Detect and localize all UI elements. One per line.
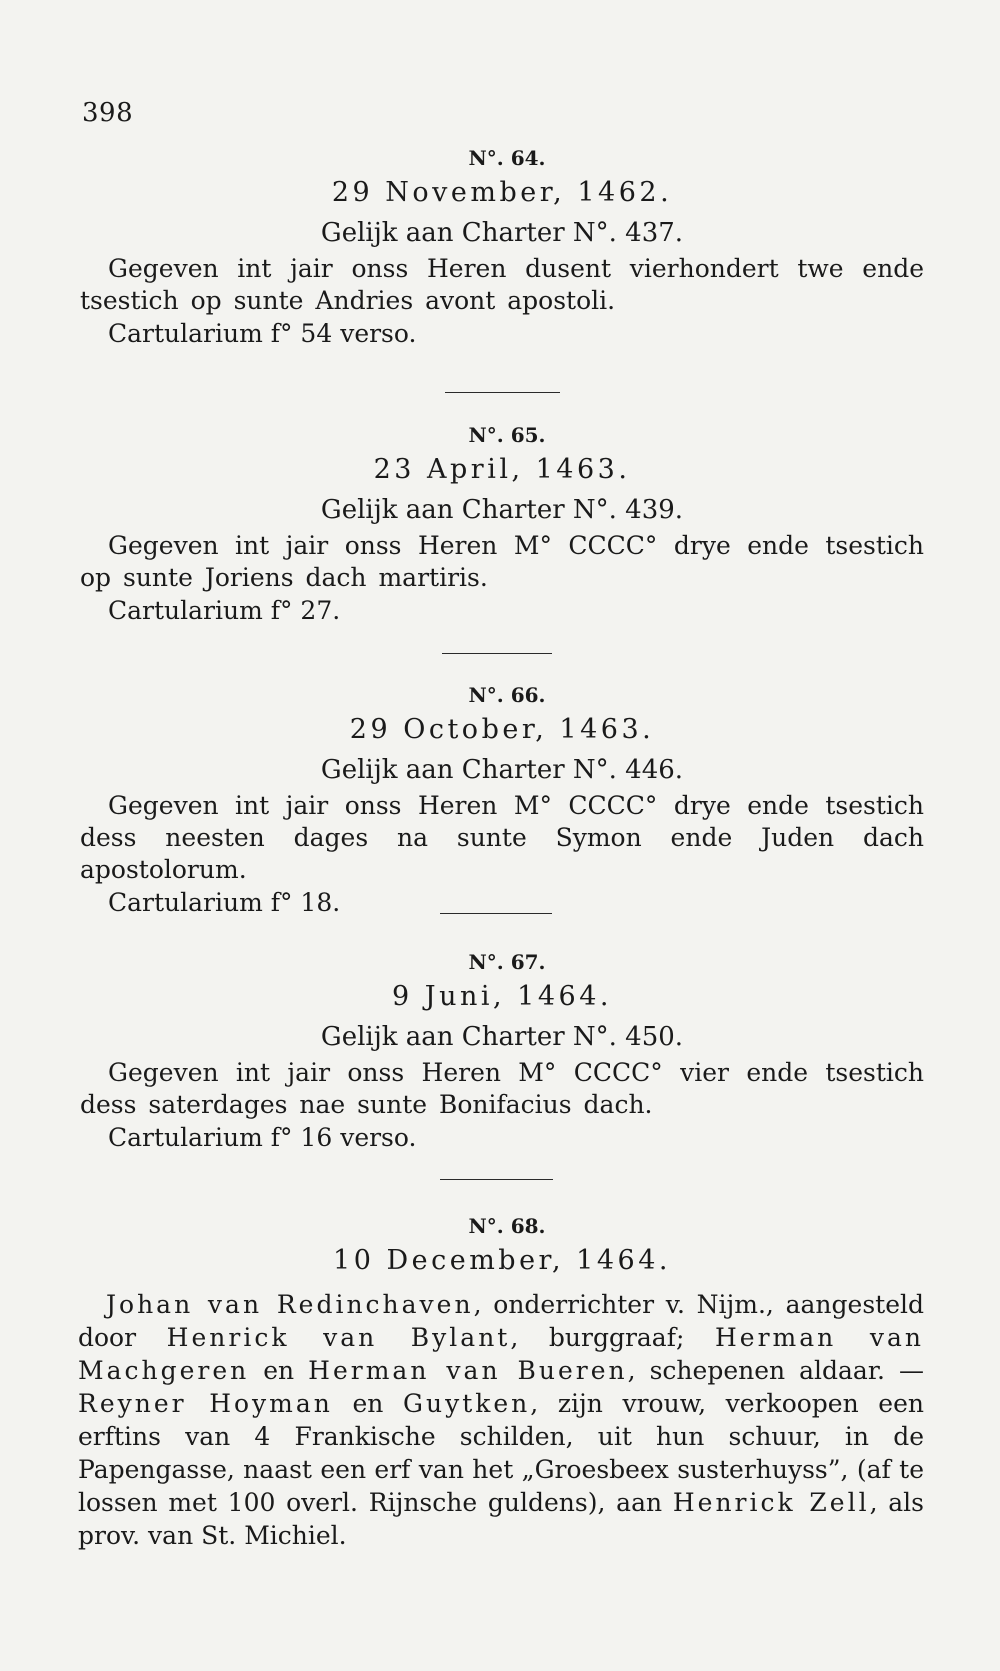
entry-charter-reference: Gelijk aan Charter N°. 437. [320, 218, 684, 248]
person-name: Henrick Zell [672, 1488, 870, 1517]
text-fragment: en [332, 1389, 403, 1418]
entry-cartularium: Cartularium f° 54 verso. [108, 319, 417, 348]
person-name: Herman van Bueren [308, 1356, 628, 1385]
entry-66 [80, 680, 924, 920]
entry-date: 29 November, 1462. [331, 177, 673, 208]
person-name: Guytken [403, 1389, 531, 1418]
entry-number: N°. 68. [468, 1214, 546, 1238]
entry-68-text [78, 1288, 924, 1552]
entry-text: Gegeven int jair onss Heren M° CCCC° drye ende tsestich dess neesten dages na sunte Symon ende Juden dach apostolorum. [80, 791, 924, 884]
entry-text: Gegeven int jair onss Heren dusent vierhondert twe ende tsestich op sunte Andries avont apostoli. [80, 254, 924, 315]
entry-charter-reference: Gelijk aan Charter N°. 446. [320, 755, 684, 785]
entry-67 [80, 947, 924, 1155]
entry-cartularium: Cartularium f° 27. [108, 596, 341, 625]
separator-rule [440, 913, 552, 914]
entry-number: N°. 64. [468, 146, 546, 170]
entry-number: N°. 66. [468, 683, 546, 707]
text-fragment: en [249, 1356, 309, 1385]
text-fragment: , burggraaf; [510, 1323, 715, 1352]
text-fragment: , zijn vrouw, verkoopen een erftins van 4 Frankische schilden, uit hun schuur, in de Papengasse, naast een erf van het „Groesbeex susterhuyss”, (af te lossen met 100 overl. Rijnsche guldens), aan [78, 1389, 924, 1517]
entry-charter-reference: Gelijk aan Charter N°. 439. [320, 495, 684, 525]
entry-date: 23 April, 1463. [373, 454, 631, 485]
entry-text: Gegeven int jair onss Heren M° CCCC° vier ende tsestich dess saterdages nae sunte Bonifacius dach. [80, 1058, 924, 1119]
entry-charter-reference: Gelijk aan Charter N°. 450. [320, 1022, 684, 1052]
entry-number: N°. 67. [468, 950, 546, 974]
text-fragment: , schepenen aldaar. — [627, 1356, 924, 1385]
person-name: Johan van Redinchaven [106, 1290, 474, 1319]
separator-rule [440, 1179, 553, 1180]
entry-number: N°. 65. [468, 423, 546, 447]
entry-68 [80, 1211, 924, 1281]
entry-date: 29 October, 1463. [349, 714, 655, 745]
page-number: 398 [82, 98, 134, 128]
text-fragment: , als prov. van St. Michiel. [78, 1488, 925, 1550]
entry-cartularium: Cartularium f° 18. [108, 888, 341, 917]
entry-date: 10 December, 1464. [333, 1245, 671, 1276]
entry-64 [80, 143, 924, 351]
entry-cartularium: Cartularium f° 16 verso. [108, 1123, 417, 1152]
separator-rule [442, 653, 552, 654]
text-fragment: , onderrichter v. Nijm., aangesteld door [78, 1290, 924, 1352]
person-name: Reyner Hoyman [78, 1389, 333, 1418]
entry-65 [80, 420, 924, 628]
person-name: Herman van Machgeren [78, 1323, 924, 1385]
separator-rule [445, 392, 560, 393]
entry-date: 9 Juni, 1464. [392, 981, 612, 1012]
person-name: Henrick van Bylant [166, 1323, 511, 1352]
entry-text: Gegeven int jair onss Heren M° CCCC° drye ende tsestich op sunte Joriens dach martiris. [80, 531, 924, 592]
